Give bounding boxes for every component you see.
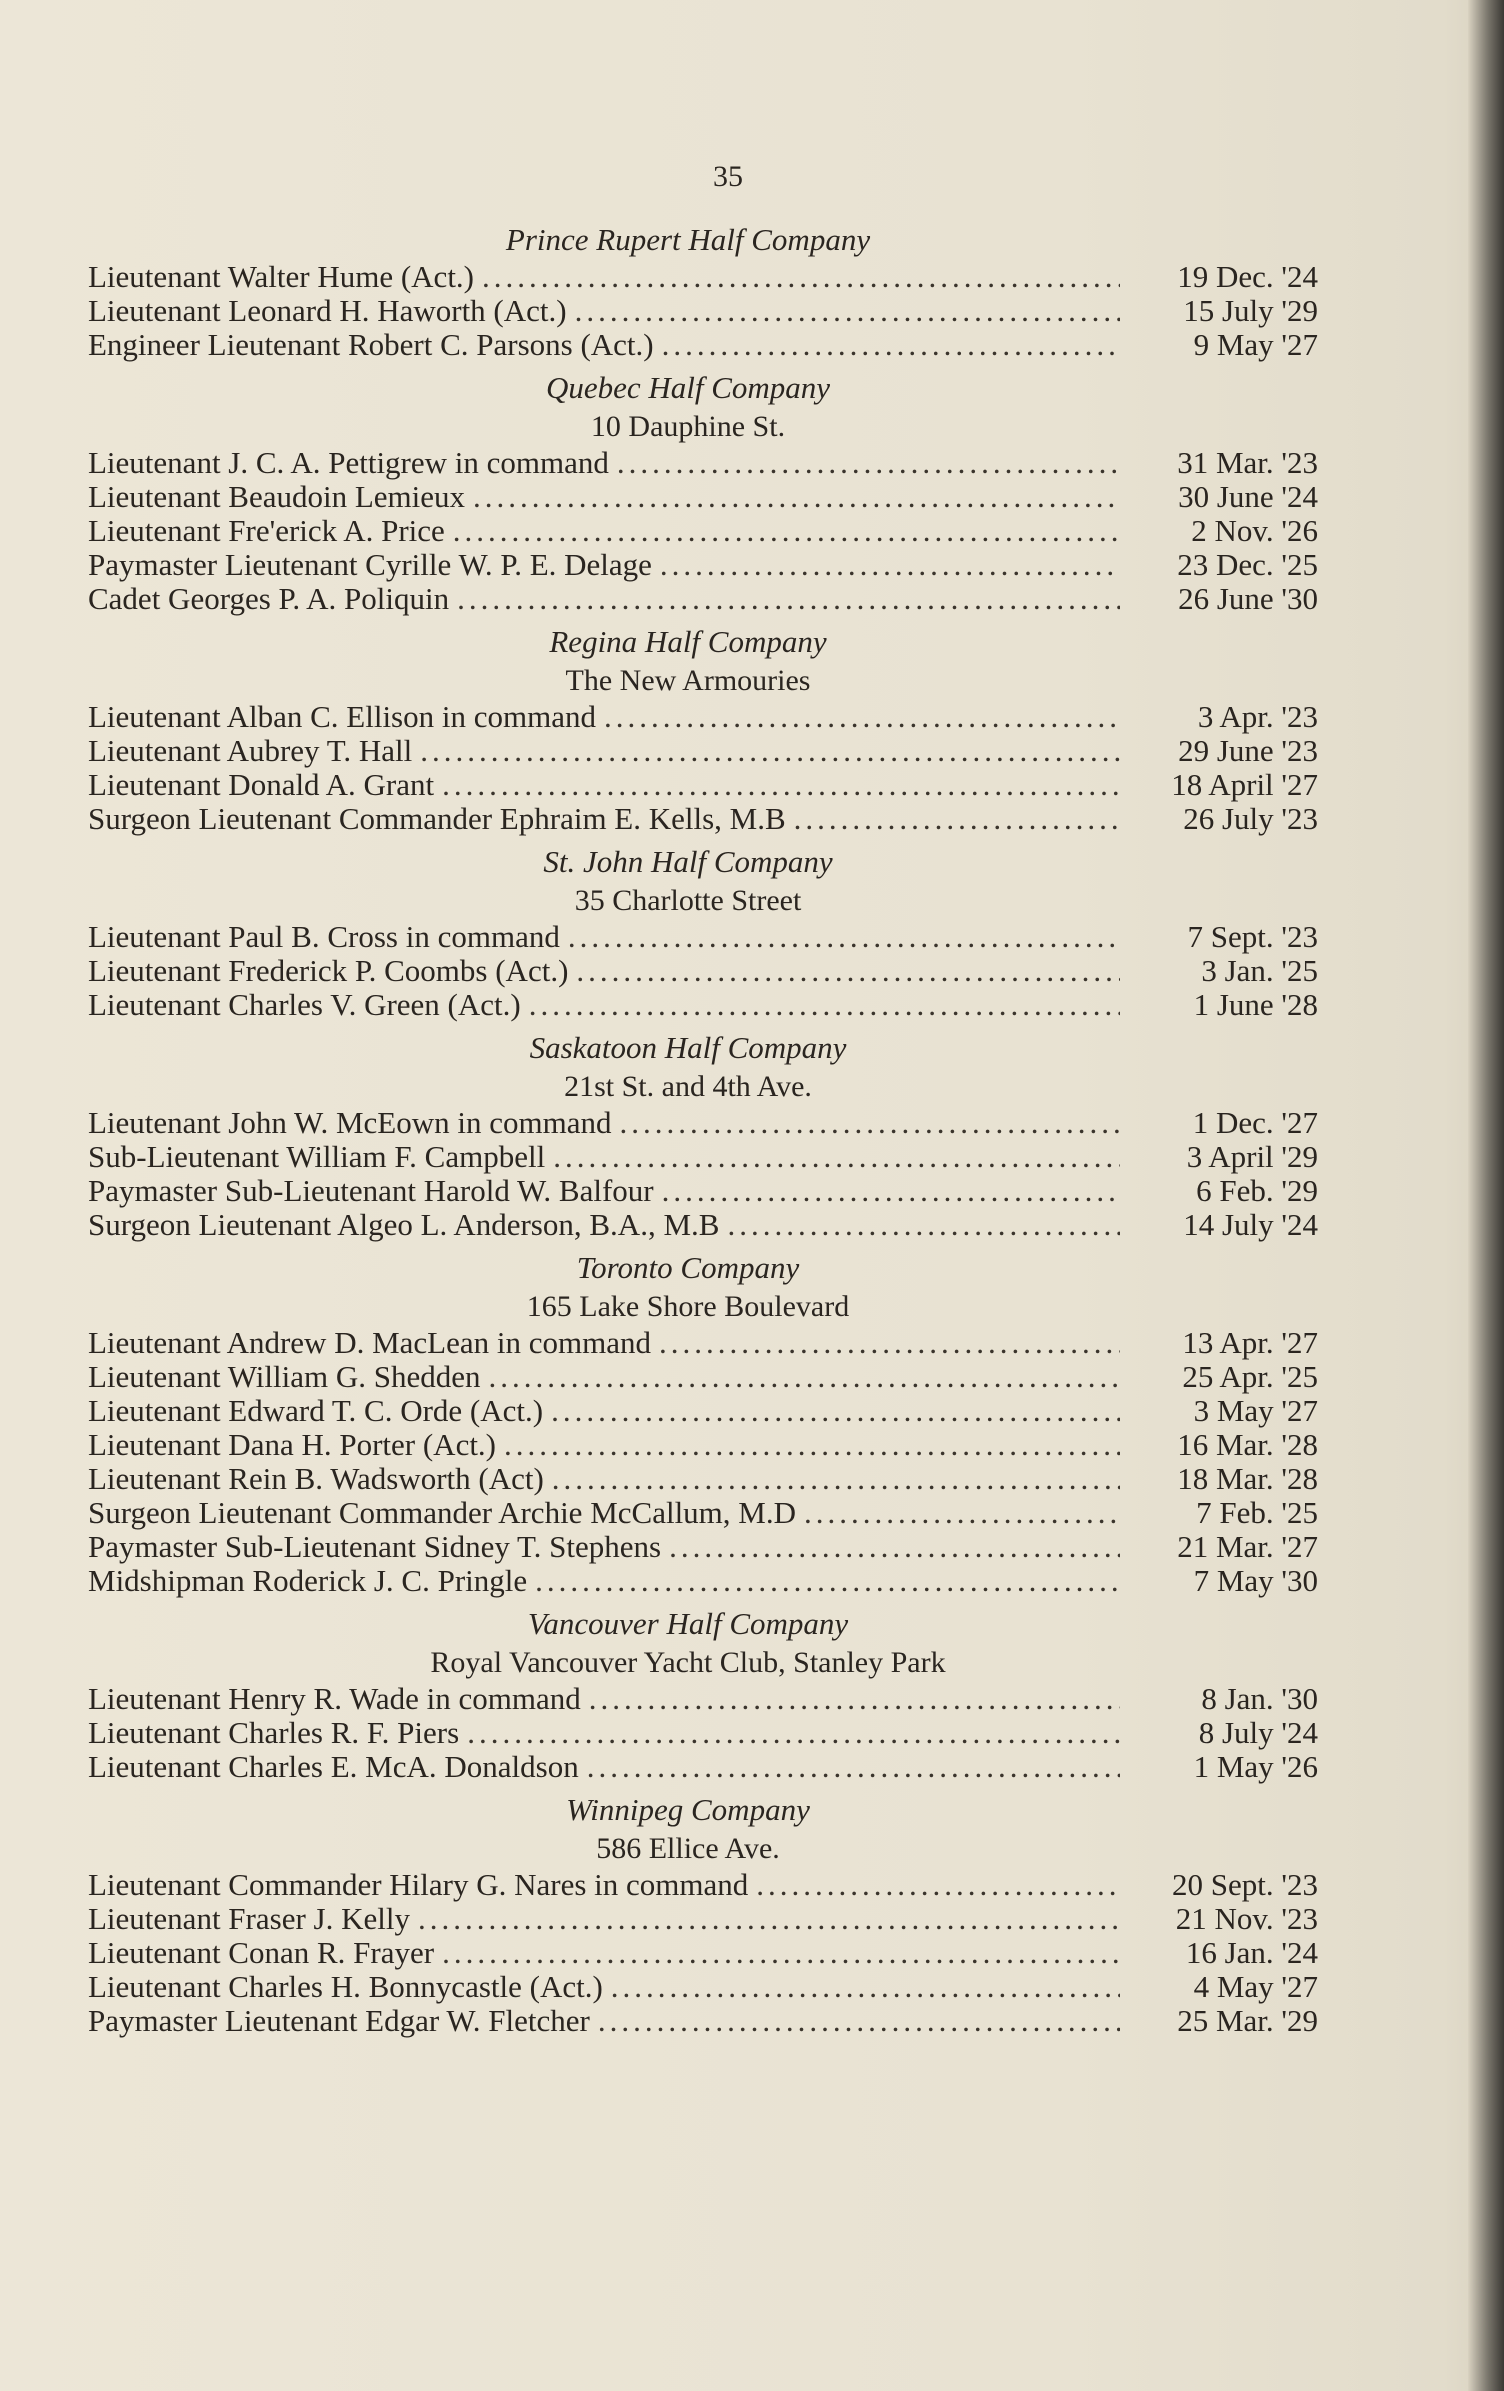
seniority-date: 2 Nov. '26	[1191, 513, 1318, 548]
seniority-date: 3 May '27	[1193, 1393, 1318, 1428]
officer-name: Engineer Lieutenant Robert C. Parsons (Act.)	[88, 327, 654, 362]
seniority-date: 7 Feb. '25	[1196, 1495, 1318, 1530]
section-address: 165 Lake Shore Boulevard	[526, 1290, 850, 1323]
seniority-date: 20 Sept. '23	[1172, 1867, 1318, 1902]
company-section	[88, 622, 1318, 836]
seniority-date: 15 July '29	[1183, 293, 1318, 328]
section-title: Toronto Company	[576, 1250, 800, 1285]
officer-entry	[88, 1530, 1318, 1564]
dot-leader	[473, 480, 1120, 514]
dot-leader	[453, 514, 1120, 548]
seniority-date: 7 May '30	[1193, 1563, 1318, 1598]
dot-leader	[442, 1936, 1120, 1970]
seniority-date: 3 Apr. '23	[1197, 699, 1318, 734]
seniority-date: 19 Dec. '24	[1177, 259, 1318, 294]
officer-name: Lieutenant Donald A. Grant	[88, 767, 435, 802]
officer-entry	[88, 1902, 1318, 1936]
officer-name: Lieutenant Andrew D. MacLean in command	[88, 1325, 651, 1360]
officer-name: Paymaster Lieutenant Cyrille W. P. E. Delage	[88, 547, 652, 582]
officer-name: Lieutenant Alban C. Ellison in command	[88, 699, 596, 734]
dot-leader	[529, 988, 1120, 1022]
officer-entry	[88, 294, 1318, 328]
dot-leader	[660, 548, 1120, 582]
seniority-date: 1 June '28	[1193, 987, 1318, 1022]
seniority-date: 26 June '30	[1178, 581, 1318, 616]
seniority-date: 26 July '23	[1183, 801, 1318, 836]
dot-leader	[568, 920, 1120, 954]
seniority-date: 21 Nov. '23	[1175, 1901, 1318, 1936]
dot-leader	[457, 582, 1120, 616]
seniority-date: 25 Mar. '29	[1177, 2003, 1318, 2038]
officer-entry	[88, 1868, 1318, 1902]
seniority-date: 16 Mar. '28	[1177, 1427, 1318, 1462]
dot-leader	[420, 734, 1120, 768]
seniority-date: 16 Jan. '24	[1185, 1935, 1318, 1970]
company-sections	[88, 220, 1318, 2044]
officer-name: Midshipman Roderick J. C. Pringle	[88, 1563, 528, 1598]
officer-entry	[88, 1682, 1318, 1716]
seniority-date: 1 Dec. '27	[1192, 1105, 1318, 1140]
officer-entry	[88, 1428, 1318, 1462]
section-title: Quebec Half Company	[545, 370, 831, 405]
officer-name: Lieutenant Paul B. Cross in command	[88, 919, 560, 954]
seniority-date: 1 May '26	[1193, 1749, 1318, 1784]
officer-entry	[88, 514, 1318, 548]
officer-entry	[88, 1326, 1318, 1360]
dot-leader	[604, 700, 1120, 734]
officer-name: Lieutenant Henry R. Wade in command	[88, 1681, 581, 1716]
officer-name: Lieutenant William G. Shedden	[88, 1359, 481, 1394]
company-section	[88, 220, 1318, 362]
section-address: Royal Vancouver Yacht Club, Stanley Park	[430, 1646, 946, 1679]
officer-entry	[88, 920, 1318, 954]
dot-leader	[794, 802, 1120, 836]
company-section	[88, 1790, 1318, 2038]
officer-name: Lieutenant Dana H. Porter (Act.)	[88, 1427, 497, 1462]
dot-leader	[598, 2004, 1120, 2038]
officer-name: Paymaster Sub-Lieutenant Sidney T. Stephens	[88, 1529, 662, 1564]
officer-name: Lieutenant Walter Hume (Act.)	[88, 259, 475, 294]
section-title: Saskatoon Half Company	[529, 1030, 847, 1065]
seniority-date: 4 May '27	[1193, 1969, 1318, 2004]
seniority-date: 23 Dec. '25	[1177, 547, 1318, 582]
seniority-date: 7 Sept. '23	[1187, 919, 1318, 954]
officer-name: Lieutenant Aubrey T. Hall	[88, 733, 413, 768]
officer-entry	[88, 1716, 1318, 1750]
dot-leader	[669, 1530, 1120, 1564]
dot-leader	[756, 1868, 1120, 1902]
seniority-date: 8 Jan. '30	[1201, 1681, 1318, 1716]
officer-entry	[88, 1564, 1318, 1598]
officer-name: Cadet Georges P. A. Poliquin	[88, 581, 450, 616]
officer-name: Lieutenant Commander Hilary G. Nares in command	[88, 1867, 749, 1902]
seniority-date: 29 June '23	[1178, 733, 1318, 768]
section-address: The New Armouries	[565, 664, 811, 697]
officer-entry	[88, 988, 1318, 1022]
officer-name: Lieutenant Leonard H. Haworth (Act.)	[88, 293, 567, 328]
dot-leader	[467, 1716, 1120, 1750]
officer-entry	[88, 802, 1318, 836]
dot-leader	[418, 1902, 1120, 1936]
dot-leader	[662, 328, 1120, 362]
seniority-date: 3 Jan. '25	[1201, 953, 1318, 988]
officer-entry	[88, 1174, 1318, 1208]
officer-name: Lieutenant Conan R. Frayer	[88, 1935, 435, 1970]
officer-entry	[88, 700, 1318, 734]
officer-name: Lieutenant Beaudoin Lemieux	[88, 479, 466, 514]
dot-leader	[575, 294, 1120, 328]
officer-name: Lieutenant Edward T. C. Orde (Act.)	[88, 1393, 544, 1428]
section-title: Winnipeg Company	[566, 1792, 810, 1827]
officer-name: Lieutenant Charles R. F. Piers	[88, 1715, 460, 1750]
seniority-date: 3 April '29	[1186, 1139, 1318, 1174]
dot-leader	[551, 1394, 1120, 1428]
seniority-date: 31 Mar. '23	[1177, 445, 1318, 480]
officer-entry	[88, 1360, 1318, 1394]
officer-entry	[88, 1462, 1318, 1496]
dot-leader	[552, 1462, 1120, 1496]
dot-leader	[617, 446, 1120, 480]
officer-name: Lieutenant Charles E. McA. Donaldson	[88, 1749, 579, 1784]
dot-leader	[804, 1496, 1120, 1530]
dot-leader	[535, 1564, 1120, 1598]
dot-leader	[553, 1140, 1120, 1174]
officer-name: Paymaster Sub-Lieutenant Harold W. Balfour	[88, 1173, 654, 1208]
section-address: 586 Ellice Ave.	[596, 1832, 780, 1865]
officer-entry	[88, 1936, 1318, 1970]
company-section	[88, 368, 1318, 616]
page-fold-shadow	[1468, 0, 1504, 2391]
dot-leader	[611, 1970, 1120, 2004]
company-section	[88, 1604, 1318, 1784]
dot-leader	[482, 260, 1120, 294]
officer-entry	[88, 1106, 1318, 1140]
officer-name: Lieutenant J. C. A. Pettigrew in command	[88, 445, 609, 480]
officer-name: Lieutenant Fre'erick A. Price	[88, 513, 445, 548]
section-title: St. John Half Company	[543, 844, 833, 879]
dot-leader	[727, 1208, 1120, 1242]
officer-entry	[88, 480, 1318, 514]
dot-leader	[662, 1174, 1120, 1208]
dot-leader	[659, 1326, 1120, 1360]
dot-leader	[442, 768, 1120, 802]
officer-entry	[88, 1496, 1318, 1530]
officer-name: Surgeon Lieutenant Algeo L. Anderson, B.A., M.B	[88, 1207, 720, 1242]
officer-entry	[88, 768, 1318, 802]
officer-entry	[88, 1208, 1318, 1242]
officer-entry	[88, 260, 1318, 294]
section-address: 35 Charlotte Street	[574, 884, 802, 917]
company-section	[88, 842, 1318, 1022]
officer-entry	[88, 446, 1318, 480]
officer-entry	[88, 1750, 1318, 1784]
officer-entry	[88, 548, 1318, 582]
officer-entry	[88, 1140, 1318, 1174]
seniority-date: 8 July '24	[1198, 1715, 1318, 1750]
officer-entry	[88, 1394, 1318, 1428]
seniority-date: 13 Apr. '27	[1182, 1325, 1318, 1360]
officer-name: Lieutenant Charles H. Bonnycastle (Act.)	[88, 1969, 603, 2004]
seniority-date: 6 Feb. '29	[1196, 1173, 1318, 1208]
company-section	[88, 1028, 1318, 1242]
seniority-date: 18 April '27	[1171, 767, 1318, 802]
officer-name: Lieutenant Rein B. Wadsworth (Act)	[88, 1461, 544, 1496]
officer-name: Lieutenant Charles V. Green (Act.)	[88, 987, 521, 1022]
dot-leader	[589, 1682, 1120, 1716]
officer-entry	[88, 954, 1318, 988]
officer-name: Lieutenant Frederick P. Coombs (Act.)	[88, 953, 569, 988]
company-section	[88, 1248, 1318, 1598]
dot-leader	[619, 1106, 1120, 1140]
seniority-date: 9 May '27	[1193, 327, 1318, 362]
section-title: Prince Rupert Half Company	[505, 222, 871, 257]
officer-entry	[88, 1970, 1318, 2004]
officer-name: Paymaster Lieutenant Edgar W. Fletcher	[88, 2003, 590, 2038]
seniority-date: 18 Mar. '28	[1177, 1461, 1318, 1496]
dot-leader	[576, 954, 1120, 988]
seniority-date: 25 Apr. '25	[1182, 1359, 1318, 1394]
officer-entry	[88, 2004, 1318, 2038]
officer-entry	[88, 328, 1318, 362]
officer-name: Surgeon Lieutenant Commander Ephraim E. Kells, M.B	[88, 801, 786, 836]
officer-name: Lieutenant Fraser J. Kelly	[88, 1901, 410, 1936]
seniority-date: 21 Mar. '27	[1177, 1529, 1318, 1564]
officer-name: Sub-Lieutenant William F. Campbell	[88, 1139, 546, 1174]
section-title: Regina Half Company	[549, 624, 827, 659]
officer-name: Surgeon Lieutenant Commander Archie McCallum, M.D	[88, 1495, 796, 1530]
dot-leader	[587, 1750, 1120, 1784]
seniority-date: 14 July '24	[1183, 1207, 1318, 1242]
dot-leader	[504, 1428, 1120, 1462]
officer-name: Lieutenant John W. McEown in command	[88, 1105, 612, 1140]
section-title: Vancouver Half Company	[527, 1606, 849, 1641]
officer-entry	[88, 734, 1318, 768]
officer-entry	[88, 582, 1318, 616]
seniority-date: 30 June '24	[1178, 479, 1318, 514]
dot-leader	[488, 1360, 1120, 1394]
page-number: 35	[713, 160, 743, 193]
section-address: 21st St. and 4th Ave.	[564, 1070, 812, 1103]
section-address: 10 Dauphine St.	[590, 410, 786, 443]
